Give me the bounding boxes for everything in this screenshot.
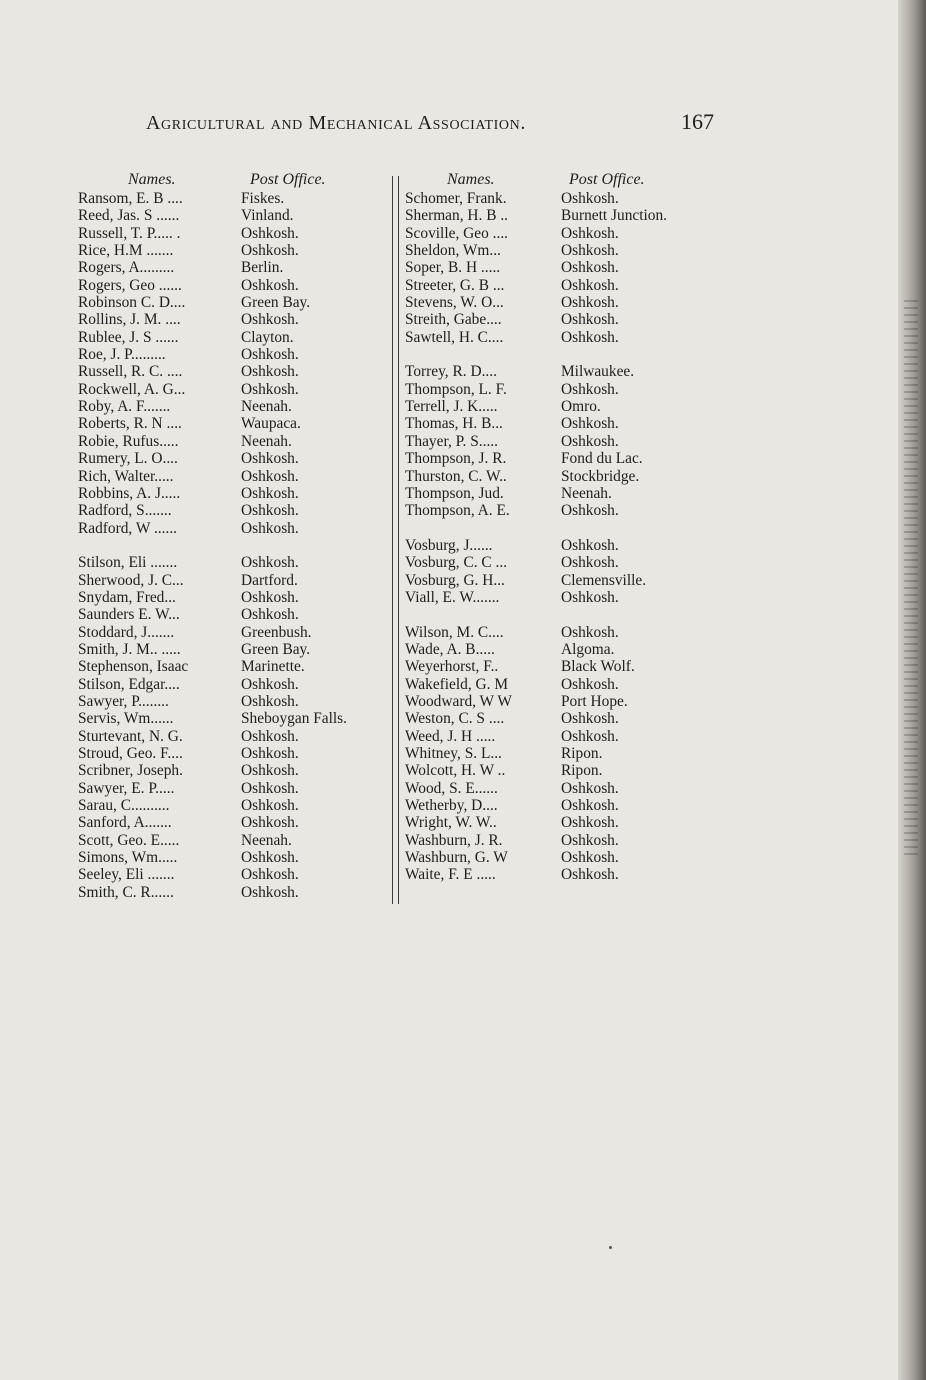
- directory-row: [78, 710, 394, 727]
- member-name: Smith, C. R......: [78, 883, 174, 901]
- member-name: Wetherby, D....: [405, 797, 498, 815]
- post-office: Oshkosh.: [561, 259, 619, 277]
- post-office: Marinette.: [241, 658, 305, 676]
- member-name: Sawyer, E. P.....: [78, 779, 175, 797]
- directory-row: [78, 780, 394, 797]
- post-office: Oshkosh.: [241, 450, 299, 468]
- member-name: Soper, B. H .....: [405, 259, 501, 277]
- directory-row: [405, 624, 715, 641]
- directory-row: [78, 433, 394, 450]
- member-name: Stroud, Geo. F....: [78, 745, 183, 762]
- section-gap: [405, 346, 715, 363]
- post-office: Oshkosh.: [241, 797, 299, 815]
- directory-row: [78, 589, 394, 606]
- right-column-rows: [405, 190, 715, 884]
- directory-row: [78, 502, 394, 519]
- post-office: Green Bay.: [241, 294, 311, 312]
- post-office: Oshkosh.: [241, 779, 299, 797]
- directory-row: [405, 329, 715, 346]
- column-divider: [392, 176, 399, 904]
- directory-row: [405, 676, 715, 693]
- post-office: Green Bay.: [241, 640, 311, 658]
- directory-row: [405, 415, 715, 432]
- member-name: Streith, Gabe....: [405, 311, 502, 329]
- member-name: Washburn, J. R.: [405, 831, 503, 849]
- directory-row: [78, 294, 394, 311]
- directory-row: [78, 797, 394, 814]
- member-name: Wood, S. E......: [405, 779, 498, 797]
- member-name: Thompson, A. E.: [405, 502, 510, 520]
- names-heading: Names.: [128, 171, 176, 188]
- directory-row: [405, 242, 715, 259]
- member-name: Scott, Geo. E.....: [78, 831, 180, 849]
- post-office: Oshkosh.: [241, 519, 299, 537]
- running-head: [146, 109, 714, 142]
- directory-row: [78, 832, 394, 849]
- directory-row: [405, 710, 715, 727]
- member-name: Wright, W. W..: [405, 814, 497, 832]
- member-name: Vosburg, C. C ...: [405, 554, 508, 572]
- page-number: 167: [681, 109, 714, 134]
- member-name: Wolcott, H. W ..: [405, 762, 506, 780]
- member-name: Ransom, E. B ....: [78, 190, 183, 207]
- member-name: Viall, E. W.......: [405, 588, 500, 606]
- member-name: Stoddard, J.......: [78, 623, 175, 641]
- directory-row: [405, 468, 715, 485]
- post-office: Oshkosh.: [241, 276, 299, 294]
- member-name: Simons, Wm.....: [78, 849, 178, 867]
- directory-row: [78, 450, 394, 467]
- post-office: Clayton.: [241, 328, 294, 346]
- member-name: Robinson C. D....: [78, 294, 186, 312]
- member-name: Roby, A. F.......: [78, 398, 171, 416]
- post-office: Oshkosh.: [561, 415, 619, 433]
- post-office: Oshkosh.: [561, 675, 619, 693]
- post-office: Oshkosh.: [561, 190, 619, 207]
- left-column-header: [78, 171, 394, 190]
- post-office: Oshkosh.: [241, 762, 299, 780]
- post-office: Oshkosh.: [241, 588, 299, 606]
- member-name: Washburn, G. W: [405, 849, 508, 867]
- left-column: [78, 171, 394, 901]
- post-office: Oshkosh.: [241, 363, 299, 381]
- member-name: Waite, F. E .....: [405, 866, 496, 884]
- member-name: Wakefield, G. M: [405, 675, 509, 693]
- directory-row: [78, 745, 394, 762]
- post-office: Oshkosh.: [241, 380, 299, 398]
- directory-row: [405, 311, 715, 328]
- directory-row: [78, 676, 394, 693]
- member-name: Snydam, Fred...: [78, 588, 176, 606]
- member-name: Weston, C. S ....: [405, 710, 505, 728]
- directory-row: [78, 363, 394, 380]
- post-office: Neenah.: [241, 398, 292, 416]
- directory-row: [78, 520, 394, 537]
- member-name: Rice, H.M .......: [78, 242, 174, 260]
- page-edge: [898, 0, 926, 1380]
- member-name: Thomas, H. B...: [405, 415, 503, 433]
- post-office: Oshkosh.: [561, 588, 619, 606]
- names-heading: Names.: [447, 171, 495, 188]
- section-gap: [78, 537, 394, 554]
- directory-row: [405, 450, 715, 467]
- directory-row: [405, 832, 715, 849]
- post-office: Greenbush.: [241, 623, 312, 641]
- section-gap: [405, 520, 715, 537]
- directory-row: [78, 415, 394, 432]
- left-column-rows: [78, 190, 394, 901]
- directory-row: [78, 849, 394, 866]
- post-office-heading: Post Office.: [569, 171, 645, 188]
- post-office: Oshkosh.: [241, 849, 299, 867]
- member-name: Rublee, J. S ......: [78, 328, 179, 346]
- post-office: Oshkosh.: [561, 779, 619, 797]
- post-office: Oshkosh.: [241, 242, 299, 260]
- directory-row: [78, 242, 394, 259]
- post-office: Milwaukee.: [561, 363, 635, 381]
- print-speck: [609, 1246, 612, 1249]
- member-name: Rogers, Geo ......: [78, 276, 182, 294]
- member-name: Rollins, J. M. ....: [78, 311, 181, 329]
- post-office: Neenah.: [241, 831, 292, 849]
- directory-row: [78, 329, 394, 346]
- directory-row: [405, 207, 715, 224]
- member-name: Scoville, Geo ....: [405, 224, 509, 242]
- directory-row: [405, 554, 715, 571]
- post-office: Fond du Lac.: [561, 450, 643, 468]
- post-office: Stockbridge.: [561, 467, 640, 485]
- directory-row: [78, 468, 394, 485]
- post-office-heading: Post Office.: [250, 171, 326, 188]
- member-name: Stilson, Eli .......: [78, 554, 178, 572]
- member-name: Thayer, P. S.....: [405, 432, 499, 450]
- directory-row: [405, 225, 715, 242]
- post-office: Fiskes.: [241, 190, 285, 207]
- post-office: Oshkosh.: [241, 606, 299, 624]
- post-office: Burnett Junction.: [561, 207, 668, 225]
- member-name: Rumery, L. O....: [78, 450, 178, 468]
- post-office: Oshkosh.: [561, 276, 619, 294]
- member-name: Smith, J. M.. .....: [78, 640, 181, 658]
- post-office: Neenah.: [241, 432, 292, 450]
- member-name: Sawtell, H. C....: [405, 328, 504, 346]
- post-office: Algoma.: [561, 640, 615, 658]
- post-office: Oshkosh.: [241, 883, 299, 901]
- directory-row: [78, 866, 394, 883]
- post-office: Oshkosh.: [561, 432, 619, 450]
- directory-row: [405, 762, 715, 779]
- directory-row: [78, 207, 394, 224]
- member-name: Sheldon, Wm...: [405, 242, 501, 260]
- member-name: Whitney, S. L...: [405, 745, 502, 762]
- directory-row: [405, 641, 715, 658]
- member-name: Scribner, Joseph.: [78, 762, 183, 780]
- directory-row: [78, 641, 394, 658]
- post-office: Oshkosh.: [241, 692, 299, 710]
- post-office: Waupaca.: [241, 415, 301, 433]
- directory-row: [78, 311, 394, 328]
- post-office: Sheboygan Falls.: [241, 710, 348, 728]
- post-office: Oshkosh.: [561, 224, 619, 242]
- post-office: Oshkosh.: [561, 536, 619, 554]
- post-office: Oshkosh.: [241, 467, 299, 485]
- post-office: Oshkosh.: [561, 623, 619, 641]
- post-office: Oshkosh.: [561, 866, 619, 884]
- post-office: Oshkosh.: [241, 745, 299, 762]
- post-office: Oshkosh.: [561, 311, 619, 329]
- directory-row: [405, 572, 715, 589]
- member-name: Thompson, L. F.: [405, 380, 507, 398]
- member-name: Schomer, Frank.: [405, 190, 507, 207]
- post-office: Black Wolf.: [561, 658, 635, 676]
- member-name: Vosburg, J......: [405, 536, 493, 554]
- member-name: Seeley, Eli .......: [78, 866, 175, 884]
- member-name: Thompson, J. R.: [405, 450, 507, 468]
- member-name: Roe, J. P.........: [78, 346, 166, 364]
- directory-row: [405, 693, 715, 710]
- member-name: Terrell, J. K.....: [405, 398, 498, 416]
- member-name: Woodward, W W: [405, 692, 512, 710]
- directory-row: [405, 797, 715, 814]
- member-name: Weed, J. H .....: [405, 727, 496, 745]
- section-gap: [405, 606, 715, 623]
- member-name: Thurston, C. W..: [405, 467, 507, 485]
- directory-row: [405, 294, 715, 311]
- member-name: Saunders E. W...: [78, 606, 180, 624]
- post-office: Oshkosh.: [561, 294, 619, 312]
- running-head-title: Agricultural and Mechanical Association.: [146, 112, 526, 134]
- directory-row: [78, 554, 394, 571]
- member-name: Roberts, R. N ....: [78, 415, 182, 433]
- directory-row: [405, 277, 715, 294]
- post-office: Oshkosh.: [241, 727, 299, 745]
- directory-row: [405, 658, 715, 675]
- member-name: Rockwell, A. G...: [78, 380, 186, 398]
- post-office: Oshkosh.: [241, 675, 299, 693]
- directory-row: [405, 190, 715, 207]
- member-name: Sturtevant, N. G.: [78, 727, 183, 745]
- post-office: Oshkosh.: [241, 484, 299, 502]
- post-office: Dartford.: [241, 571, 298, 589]
- directory-row: [78, 190, 394, 207]
- member-name: Torrey, R. D....: [405, 363, 497, 381]
- post-office: Oshkosh.: [241, 311, 299, 329]
- member-name: Robie, Rufus.....: [78, 432, 179, 450]
- directory-row: [78, 693, 394, 710]
- post-office: Oshkosh.: [241, 502, 299, 520]
- directory-row: [78, 728, 394, 745]
- post-office: Oshkosh.: [241, 346, 299, 364]
- directory-row: [78, 398, 394, 415]
- directory-row: [78, 225, 394, 242]
- member-name: Sanford, A.......: [78, 814, 172, 832]
- member-name: Radford, S.......: [78, 502, 172, 520]
- directory-row: [78, 606, 394, 623]
- directory-row: [78, 624, 394, 641]
- directory-row: [405, 849, 715, 866]
- post-office: Oshkosh.: [561, 328, 619, 346]
- post-office: Omro.: [561, 398, 601, 416]
- directory-row: [78, 762, 394, 779]
- member-name: Stevens, W. O...: [405, 294, 504, 312]
- member-name: Stephenson, Isaac: [78, 658, 189, 676]
- post-office: Oshkosh.: [561, 710, 619, 728]
- post-office: Oshkosh.: [241, 866, 299, 884]
- member-name: Sherman, H. B ..: [405, 207, 509, 225]
- directory-row: [78, 485, 394, 502]
- post-office: Oshkosh.: [561, 554, 619, 572]
- directory-row: [405, 433, 715, 450]
- member-name: Wilson, M. C....: [405, 623, 504, 641]
- post-office: Oshkosh.: [561, 814, 619, 832]
- directory-row: [78, 381, 394, 398]
- member-name: Robbins, A. J.....: [78, 484, 181, 502]
- member-name: Radford, W ......: [78, 519, 178, 537]
- directory-row: [78, 814, 394, 831]
- directory-row: [405, 780, 715, 797]
- directory-row: [405, 485, 715, 502]
- directory-row: [405, 814, 715, 831]
- right-column-header: [405, 171, 715, 190]
- post-office: Oshkosh.: [241, 554, 299, 572]
- post-office: Oshkosh.: [561, 242, 619, 260]
- directory-row: [405, 381, 715, 398]
- post-office: Oshkosh.: [561, 831, 619, 849]
- right-column: [405, 171, 715, 884]
- post-office: Oshkosh.: [561, 502, 619, 520]
- member-name: Servis, Wm......: [78, 710, 174, 728]
- post-office: Oshkosh.: [561, 797, 619, 815]
- member-name: Reed, Jas. S ......: [78, 207, 180, 225]
- member-name: Weyerhorst, F..: [405, 658, 499, 676]
- directory-row: [78, 658, 394, 675]
- directory-row: [405, 502, 715, 519]
- member-name: Rogers, A.........: [78, 259, 175, 277]
- member-name: Rich, Walter.....: [78, 467, 174, 485]
- member-name: Streeter, G. B ...: [405, 276, 505, 294]
- member-name: Sawyer, P........: [78, 692, 169, 710]
- directory-row: [405, 259, 715, 276]
- post-office: Vinland.: [241, 207, 294, 225]
- post-office: Oshkosh.: [561, 849, 619, 867]
- directory-row: [405, 537, 715, 554]
- post-office: Ripon.: [561, 745, 603, 762]
- directory-row: [405, 866, 715, 883]
- member-name: Wade, A. B.....: [405, 640, 495, 658]
- directory-row: [405, 745, 715, 762]
- member-name: Thompson, Jud.: [405, 484, 504, 502]
- directory-row: [78, 346, 394, 363]
- member-name: Russell, T. P..... .: [78, 224, 181, 242]
- post-office: Oshkosh.: [241, 224, 299, 242]
- directory-row: [78, 259, 394, 276]
- post-office: Ripon.: [561, 762, 603, 780]
- directory-row: [78, 277, 394, 294]
- post-office: Clemensville.: [561, 571, 647, 589]
- member-name: Sherwood, J. C...: [78, 571, 184, 589]
- directory-row: [405, 728, 715, 745]
- directory-row: [405, 398, 715, 415]
- directory-row: [78, 884, 394, 901]
- directory-row: [405, 363, 715, 380]
- post-office: Oshkosh.: [561, 380, 619, 398]
- post-office: Berlin.: [241, 259, 284, 277]
- member-name: Sarau, C..........: [78, 797, 170, 815]
- member-name: Vosburg, G. H...: [405, 571, 505, 589]
- post-office: Oshkosh.: [241, 814, 299, 832]
- directory-row: [78, 572, 394, 589]
- member-name: Russell, R. C. ....: [78, 363, 183, 381]
- post-office: Oshkosh.: [561, 727, 619, 745]
- post-office: Neenah.: [561, 484, 612, 502]
- post-office: Port Hope.: [561, 692, 628, 710]
- member-name: Stilson, Edgar....: [78, 675, 180, 693]
- directory-row: [405, 589, 715, 606]
